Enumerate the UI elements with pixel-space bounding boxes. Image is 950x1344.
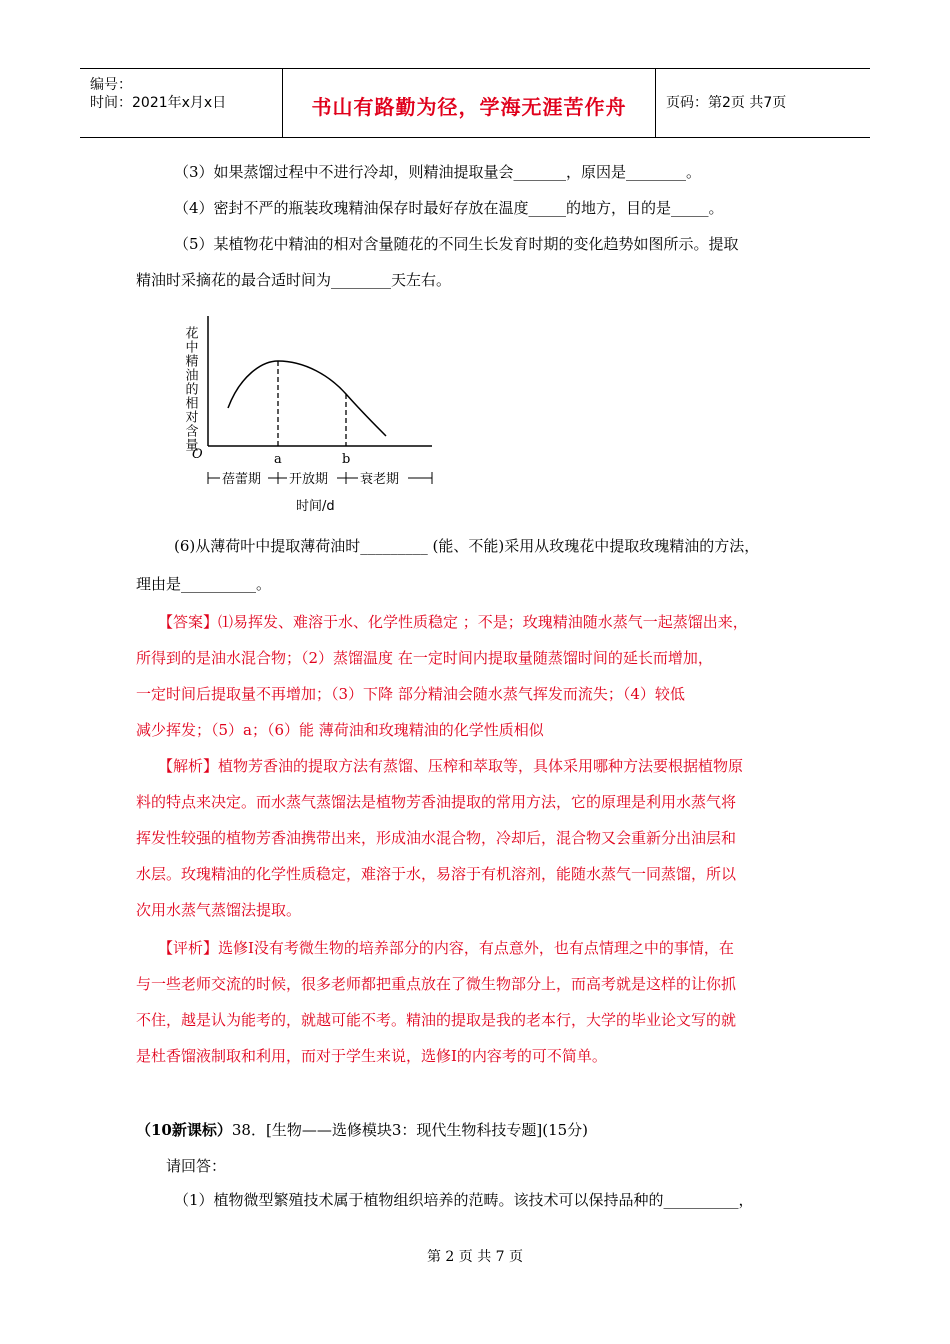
answer-line2: 所得到的是油水混合物；（2）蒸馏温度 在一定时间内提取量随蒸馏时间的延长而增加， [136, 649, 713, 667]
question-4: （4）密封不严的瓶装玫瑰精油保存时最好存放在温度_____的地方，目的是_____。 [174, 199, 724, 217]
trend-curve [228, 361, 386, 436]
header-page-cell [656, 69, 870, 137]
page-info: 页码：第2页 共7页 [666, 95, 787, 111]
analysis-line1: 【解析】植物芳香油的提取方法有蒸馏、压榨和萃取等，具体采用哪种方法要根据植物原 [158, 757, 744, 775]
analysis-line5: 次用水蒸气蒸馏法提取。 [136, 901, 302, 919]
serial-label: 编号： [90, 77, 132, 93]
answer-line3: 一定时间后提取量不再增加；（3）下降 部分精油会随水蒸气挥发而流失；（4）较低 [136, 685, 685, 703]
question-source: （10新课标） [136, 1121, 232, 1139]
figure-xlabel: 时间/d [296, 499, 335, 514]
page-header [80, 68, 870, 138]
question-38-heading [136, 1120, 588, 1140]
essential-oil-trend-figure [180, 306, 440, 521]
stage-aging: 衰老期 [360, 472, 400, 487]
point-b-label: b [342, 452, 351, 467]
answer-line1: 【答案】⑴易挥发、难溶于水、化学性质稳定 ；不是；玫瑰精油随水蒸气一起蒸馏出来， [158, 613, 748, 631]
stage-budding: 蓓蕾期 [222, 472, 262, 487]
comment-line4: 是杜香馏液制取和利用，而对于学生来说，选修Ⅰ的内容考的可不简单。 [136, 1047, 607, 1065]
question-6-line2: 理由是__________。 [136, 575, 272, 593]
header-meta-cell [80, 69, 282, 137]
question-38-part1: （1）植物微型繁殖技术属于植物组织培养的范畴。该技术可以保持品种的__________， [174, 1191, 754, 1209]
motto-text: 书山有路勤为径，学海无涯苦作舟 [311, 95, 627, 119]
question-6-line1: (6)从薄荷叶中提取薄荷油时_________ (能、不能)采用从玫瑰花中提取玫瑰精油的方法， [174, 537, 760, 555]
question-38-title: 38．[生物——选修模块3：现代生物科技专题](15分) [231, 1121, 589, 1139]
question-5-line2: 精油时采摘花的最合适时间为________天左右。 [136, 271, 452, 289]
answer-line4: 减少挥发；（5）a；（6）能 薄荷油和玫瑰精油的化学性质相似 [136, 721, 544, 739]
origin-label: O [192, 447, 203, 462]
comment-line3: 不住，越是认为能考的，就越可能不考。精油的提取是我的老本行，大学的毕业论文写的就 [136, 1011, 737, 1029]
question-38-prompt: 请回答： [166, 1157, 227, 1175]
page-footer: 第 2 页 共 7 页 [426, 1249, 524, 1265]
analysis-line4: 水层。玫瑰精油的化学性质稳定，难溶于水，易溶于有机溶剂，能随水蒸气一同蒸馏，所以 [136, 865, 737, 883]
header-motto-cell [282, 69, 656, 137]
comment-line2: 与一些老师交流的时候，很多老师都把重点放在了微生物部分上，而高考就是这样的让你抓 [136, 975, 737, 993]
date-label: 时间：2021年x月x日 [90, 95, 227, 111]
question-5-line1: （5）某植物花中精油的相对含量随花的不同生长发育时期的变化趋势如图所示。提取 [174, 235, 739, 253]
question-3: （3）如果蒸馏过程中不进行冷却，则精油提取量会_______，原因是________。 [174, 163, 702, 181]
point-a-label: a [274, 452, 282, 467]
figure-ylabel: 花中精油的相对含量 [182, 326, 198, 452]
stage-blooming: 开放期 [289, 472, 329, 487]
comment-line1: 【评析】选修Ⅰ没有考微生物的培养部分的内容，有点意外，也有点情理之中的事情，在 [158, 939, 734, 957]
analysis-line3: 挥发性较强的植物芳香油携带出来，形成油水混合物，冷却后，混合物又会重新分出油层和 [136, 829, 737, 847]
analysis-line2: 料的特点来决定。而水蒸气蒸馏法是植物芳香油提取的常用方法，它的原理是利用水蒸气将 [136, 793, 737, 811]
